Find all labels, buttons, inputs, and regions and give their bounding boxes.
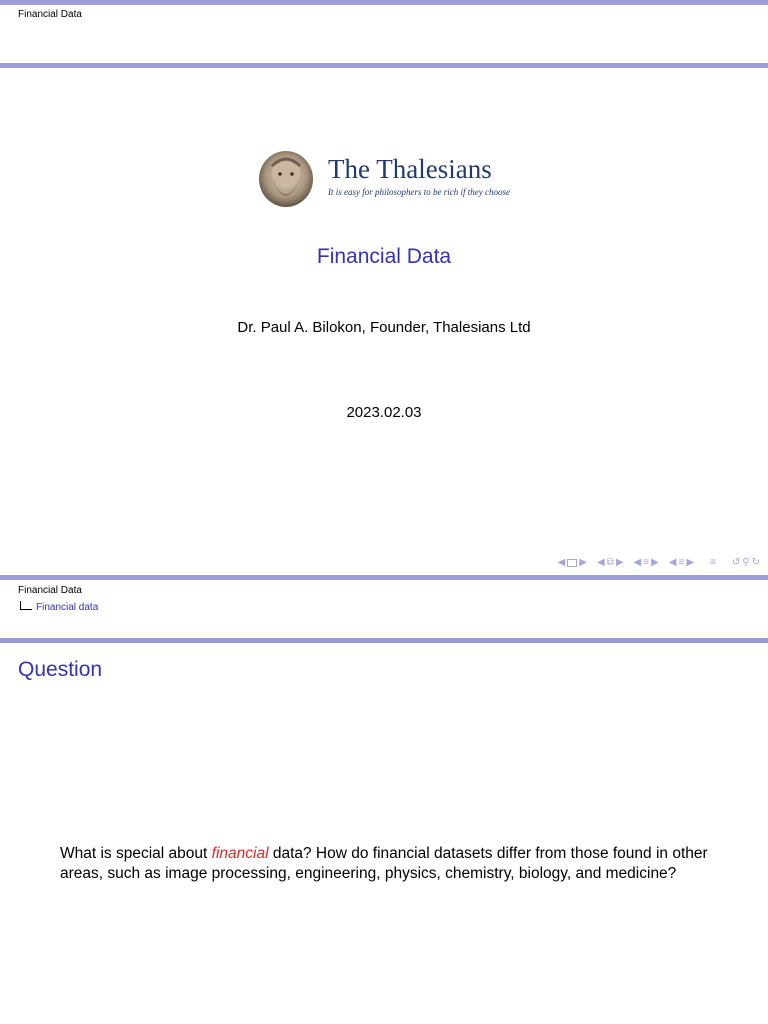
header-title: Financial Data xyxy=(18,9,82,20)
tree-branch-icon xyxy=(20,601,32,610)
thalesians-logo xyxy=(258,150,512,210)
header-rule-top xyxy=(0,0,768,5)
philosopher-portrait-icon xyxy=(258,150,314,208)
author: Dr. Paul A. Bilokon, Founder, Thalesians Ltd xyxy=(237,319,531,336)
redo-icon[interactable]: ↻ xyxy=(751,557,760,568)
logo-title: The Thalesians xyxy=(328,154,492,184)
breadcrumb xyxy=(20,602,98,613)
date: 2023.02.03 xyxy=(346,404,422,421)
question-emphasis: financial xyxy=(211,845,269,862)
logo-tagline: It is easy for philosophers to be rich if they choose xyxy=(328,187,510,197)
undo-icon[interactable]: ↺ xyxy=(731,557,741,568)
nav-left-arrow-icon[interactable]: ◀ xyxy=(597,557,605,568)
header-rule-bottom xyxy=(0,638,768,643)
nav-right-arrow-icon[interactable]: ▶ xyxy=(615,557,624,568)
section-icon[interactable]: ≡ xyxy=(678,557,685,568)
nav-right-arrow-icon[interactable]: ▶ xyxy=(579,557,587,568)
nav-left-arrow-icon[interactable]: ◀ xyxy=(668,557,677,568)
header-rule-bottom xyxy=(0,63,768,68)
presentation-title: Financial Data xyxy=(316,245,452,268)
header-title: Financial Data xyxy=(18,585,82,596)
breadcrumb-section[interactable]: Financial data xyxy=(36,602,99,613)
nav-right-arrow-icon[interactable]: ▶ xyxy=(686,557,695,568)
question-text xyxy=(60,844,710,884)
search-icon[interactable]: ⚲ xyxy=(742,557,750,568)
frame-title: Question xyxy=(18,658,103,681)
subsection-icon[interactable]: ≡ xyxy=(643,557,650,568)
nav-left-arrow-icon[interactable]: ◀ xyxy=(557,557,566,568)
question-text-after: data? How do financial datasets differ from those found in other areas, such as image processing, engineering, physics, chemistry, biology, and medicine? xyxy=(60,845,708,882)
nav-right-arrow-icon[interactable]: ▶ xyxy=(651,557,659,568)
align-icon[interactable]: ≡ xyxy=(710,557,716,568)
question-text-before: What is special about xyxy=(60,845,212,862)
header-rule-top xyxy=(0,575,768,580)
frames-icon[interactable]: ⧉ xyxy=(606,557,614,568)
frame-icon[interactable] xyxy=(567,559,577,567)
beamer-navigation-bar xyxy=(558,557,760,568)
nav-left-arrow-icon[interactable]: ◀ xyxy=(633,557,642,568)
question-slide xyxy=(0,575,768,1024)
